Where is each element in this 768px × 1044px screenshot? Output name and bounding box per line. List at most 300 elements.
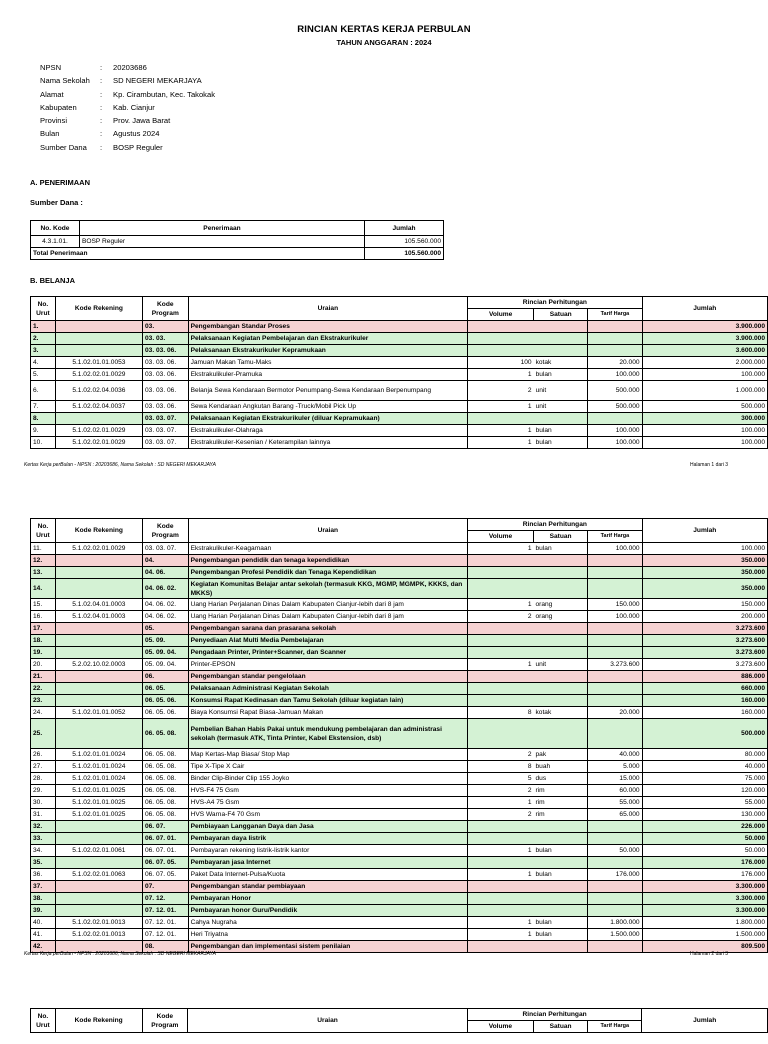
table-row	[31, 623, 768, 635]
cell-no: 10.	[31, 437, 56, 449]
cell-uraian: Pengembangan standar pembiayaan	[188, 881, 468, 893]
col-tarif: Tarif Harga	[588, 1021, 642, 1033]
report-subtitle: TAHUN ANGGARAN : 2024	[336, 38, 432, 47]
cell-prog: 04.	[142, 555, 188, 567]
cell-jml: 50.000	[642, 845, 767, 857]
cell-tarif	[588, 635, 642, 647]
cell-no: 1.	[31, 321, 56, 333]
table-row	[31, 683, 768, 695]
cell-vol	[468, 719, 534, 749]
cell-no: 24.	[31, 707, 56, 719]
table-row	[31, 413, 768, 425]
section-belanja: B. BELANJA	[30, 276, 76, 285]
cell-sat	[533, 635, 587, 647]
cell-vol: 2	[468, 749, 534, 761]
cell-jml: 176.000	[642, 857, 767, 869]
penerimaan-total-row: Total Penerimaan 105.560.000	[31, 248, 444, 260]
cell-jml: 50.000	[642, 833, 767, 845]
info-value: Prov. Jawa Barat	[113, 116, 171, 126]
cell-uraian: Pengembangan Standar Proses	[188, 321, 468, 333]
cell-uraian: HVS Warna-F4 70 Gsm	[188, 809, 468, 821]
info-colon: :	[100, 142, 103, 152]
cell-uraian: Pelaksanaan Kegiatan Pembelajaran dan Ekstrakurikuler	[188, 333, 468, 345]
cell-rek: 5.1.02.04.01.0003	[55, 599, 142, 611]
cell-tarif	[588, 671, 642, 683]
cell-rek	[55, 695, 142, 707]
cell-uraian: Pengembangan Profesi Pendidik dan Tenaga Kependidikan	[188, 567, 468, 579]
cell-vol	[468, 555, 534, 567]
info-label: Kabupaten	[40, 102, 77, 112]
cell-sat	[534, 345, 588, 357]
table-row	[31, 749, 768, 761]
cell-tarif	[588, 857, 642, 869]
cell-rek	[55, 671, 142, 683]
table-row	[31, 809, 768, 821]
col-volume: Volume	[467, 1021, 533, 1033]
cell-rek: 5.1.02.01.01.0025	[55, 785, 142, 797]
cell-rek: 5.2.02.10.02.0003	[55, 659, 142, 671]
cell-uraian: Heri Triyatna	[188, 929, 468, 941]
cell-tarif: 60.000	[588, 785, 642, 797]
cell-tarif: 15.000	[588, 773, 642, 785]
cell-sat: bulan	[533, 917, 587, 929]
table-row	[31, 797, 768, 809]
cell-jml: 160.000	[642, 707, 767, 719]
cell-sat: bulan	[533, 845, 587, 857]
cell-vol	[468, 833, 534, 845]
info-row	[40, 88, 215, 101]
cell-prog: 03.	[142, 321, 188, 333]
col-kode-program: Kode Program	[142, 519, 188, 543]
cell-prog: 06. 05. 06.	[142, 695, 188, 707]
cell-jml: 1.800.000	[642, 917, 767, 929]
table-row	[31, 357, 768, 369]
cell-vol	[468, 345, 534, 357]
cell-prog: 07. 12. 01.	[142, 917, 188, 929]
info-label: Alamat	[40, 89, 64, 99]
cell-prog: 03. 03. 07.	[142, 543, 188, 555]
col-jumlah: Jumlah	[642, 297, 767, 321]
cell-jml: 3.300.000	[642, 893, 767, 905]
footer-page: Halaman 1 dari 3	[690, 462, 729, 468]
col-uraian: Uraian	[188, 297, 468, 321]
cell-vol: 100	[468, 357, 534, 369]
cell-tarif: 100.000	[588, 437, 642, 449]
table-row	[31, 579, 768, 599]
cell-uraian: Ekstrakulikuler-Kesenian / Keterampilan lainnya	[188, 437, 468, 449]
cell-rek	[55, 683, 142, 695]
table-row	[31, 611, 768, 623]
cell-jml: 3.300.000	[642, 881, 767, 893]
cell-prog: 07.	[142, 881, 188, 893]
cell-uraian: Pelaksanaan Administrasi Kegiatan Sekolah	[188, 683, 468, 695]
cell-tarif	[588, 695, 642, 707]
cell-vol	[468, 647, 534, 659]
cell-jml: 40.000	[642, 761, 767, 773]
cell-prog: 05. 09. 04.	[142, 647, 188, 659]
cell-jml: 100.000	[642, 425, 767, 437]
cell-vol: 1	[468, 929, 534, 941]
cell-jml: 100.000	[642, 369, 767, 381]
page-3	[0, 1004, 768, 1044]
info-label: Provinsi	[40, 116, 68, 126]
cell-jml: 75.000	[642, 773, 767, 785]
cell-jml: 886.000	[642, 671, 767, 683]
cell-vol	[468, 567, 534, 579]
table-row	[31, 659, 768, 671]
cell-rek	[55, 623, 142, 635]
table-row	[31, 345, 768, 357]
table-row	[31, 401, 768, 413]
cell-no: 19.	[31, 647, 56, 659]
cell-rek: 5.1.02.02.04.0037	[55, 401, 142, 413]
belanja-table-page2	[30, 518, 768, 953]
cell-tarif: 55.000	[588, 797, 642, 809]
cell-vol: 5	[468, 773, 534, 785]
cell-no: 34.	[31, 845, 56, 857]
col-jumlah: Jumlah	[642, 1009, 768, 1033]
cell-sat	[534, 333, 588, 345]
info-row	[40, 74, 215, 87]
cell-sat	[533, 881, 587, 893]
cell-uraian: Uang Harian Perjalanan Dinas Dalam Kabupaten Cianjur-lebih dari 8 jam	[188, 611, 468, 623]
cell-vol	[468, 579, 534, 599]
cell-tarif	[588, 321, 642, 333]
cell-no: 37.	[31, 881, 56, 893]
cell-uraian: Pengembangan standar pengelolaan	[188, 671, 468, 683]
cell-prog: 06. 05. 08.	[142, 719, 188, 749]
table-row	[31, 845, 768, 857]
cell-no: 3.	[31, 345, 56, 357]
col-kode-program: Kode Program	[142, 297, 188, 321]
cell-vol	[468, 893, 534, 905]
cell-prog: 06. 05. 06.	[142, 707, 188, 719]
col-no-urut: No. Urut	[31, 297, 56, 321]
cell-no: 17.	[31, 623, 56, 635]
cell-vol: 1	[468, 869, 534, 881]
table-row	[31, 647, 768, 659]
cell-sat	[533, 857, 587, 869]
cell-vol: 2	[468, 785, 534, 797]
cell-jml: 350.000	[642, 555, 767, 567]
cell-rek: 5.1.02.02.01.0029	[55, 437, 142, 449]
cell-prog: 03. 03. 07.	[142, 425, 188, 437]
cell-tarif	[588, 555, 642, 567]
col-tarif: Tarif Harga	[588, 531, 642, 543]
table-row	[31, 381, 768, 401]
cell-prog: 06. 05.	[142, 683, 188, 695]
cell-sat: orang	[533, 599, 587, 611]
col-jumlah: Jumlah	[365, 221, 444, 236]
cell-vol	[468, 321, 534, 333]
cell-jml: 55.000	[642, 797, 767, 809]
cell-prog: 03. 03. 06.	[142, 381, 188, 401]
cell-sat: bulan	[533, 543, 587, 555]
table-row	[31, 773, 768, 785]
col-volume: Volume	[468, 531, 534, 543]
cell-uraian: Pembayaran Honor	[188, 893, 468, 905]
cell-jml: 2.000.000	[642, 357, 767, 369]
cell-sat: buah	[533, 761, 587, 773]
cell-jml: 226.000	[642, 821, 767, 833]
table-row	[31, 881, 768, 893]
cell-vol: 8	[468, 707, 534, 719]
cell-jml: 660.000	[642, 683, 767, 695]
cell-no: 29.	[31, 785, 56, 797]
cell-tarif	[588, 345, 642, 357]
cell-uraian: Printer-EPSON	[188, 659, 468, 671]
cell-rek	[55, 905, 142, 917]
cell-vol	[468, 683, 534, 695]
cell-prog: 04. 06. 02.	[142, 579, 188, 599]
cell-tarif	[588, 623, 642, 635]
cell-no: 20.	[31, 659, 56, 671]
cell-no: 40.	[31, 917, 56, 929]
cell-jml: 160.000	[642, 695, 767, 707]
col-satuan: Satuan	[533, 1021, 587, 1033]
cell-prog: 05. 09. 04.	[142, 659, 188, 671]
cell-prog: 06. 05. 08.	[142, 797, 188, 809]
cell-rek: 5.1.02.01.01.0024	[55, 761, 142, 773]
cell-prog: 04. 06.	[142, 567, 188, 579]
table-row	[31, 599, 768, 611]
cell-sat: unit	[534, 381, 588, 401]
table-row	[31, 761, 768, 773]
cell-sat	[533, 623, 587, 635]
cell-jml: 500.000	[642, 401, 767, 413]
info-colon: :	[100, 116, 103, 126]
cell-jml: 809.500	[642, 941, 767, 953]
cell-tarif: 1.800.000	[588, 917, 642, 929]
cell-jml: 1.500.000	[642, 929, 767, 941]
cell-prog: 08.	[142, 941, 188, 953]
cell-prog: 06. 05. 08.	[142, 749, 188, 761]
cell-vol	[468, 671, 534, 683]
cell-jml: 130.000	[642, 809, 767, 821]
cell-jml: 3.273.600	[642, 659, 767, 671]
info-colon: :	[100, 63, 103, 72]
cell-sat	[534, 413, 588, 425]
belanja-table-page3	[30, 1008, 768, 1033]
cell-no: 26.	[31, 749, 56, 761]
col-rincian: Rincian Perhitungan	[467, 1009, 642, 1021]
cell-rek	[55, 579, 142, 599]
cell-no: 18.	[31, 635, 56, 647]
cell-vol	[468, 941, 534, 953]
cell-vol	[468, 881, 534, 893]
cell-rek	[55, 345, 142, 357]
table-row	[31, 893, 768, 905]
cell-uraian: Penyediaan Alat Multi Media Pembelajaran	[188, 635, 468, 647]
cell-no: 5.	[31, 369, 56, 381]
cell-vol: 2	[468, 381, 534, 401]
cell-prog: 06.	[142, 671, 188, 683]
info-colon: :	[100, 89, 103, 99]
cell-no: 30.	[31, 797, 56, 809]
info-label: Bulan	[40, 129, 60, 139]
cell-uraian: HVS-F4 75 Gsm	[188, 785, 468, 797]
cell-vol	[468, 695, 534, 707]
cell-sat: pak	[533, 749, 587, 761]
cell-uraian: Pembayaran daya listrik	[188, 833, 468, 845]
table-row	[31, 671, 768, 683]
cell-tarif: 100.000	[588, 369, 642, 381]
cell-tarif: 20.000	[588, 357, 642, 369]
cell-jml: 3.900.000	[642, 333, 767, 345]
cell-uraian: Pengembangan sarana dan prasarana sekolah	[188, 623, 468, 635]
info-value: SD NEGERI MEKARJAYA	[113, 76, 202, 86]
table-row	[31, 695, 768, 707]
cell-sat	[533, 683, 587, 695]
col-no-urut: No. Urut	[31, 519, 56, 543]
cell-no: 35.	[31, 857, 56, 869]
cell-rek: 5.1.02.02.01.0013	[55, 917, 142, 929]
cell-uraian: Paket Data Internet-Pulsa/Kuota	[188, 869, 468, 881]
table-row	[31, 333, 768, 345]
cell-uraian: Kegiatan Komunitas Belajar antar sekolah (termasuk KKG, MGMP, MGMPK, KKKS, dan MKKS)	[188, 579, 468, 599]
penerimaan-row: 4.3.1.01. BOSP Reguler 105.560.000	[31, 236, 444, 248]
cell-vol: 2	[468, 809, 534, 821]
cell-uraian: Cahya Nugraha	[188, 917, 468, 929]
cell-rek: 5.1.02.02.01.0063	[55, 869, 142, 881]
cell-uraian: Pelaksanaan Ekstrakurikuler Kepramukaan	[188, 345, 468, 357]
cell-vol: 8	[468, 761, 534, 773]
cell-prog: 07. 12.	[142, 893, 188, 905]
cell-rek	[55, 881, 142, 893]
col-rincian: Rincian Perhitungan	[468, 297, 642, 309]
table-row	[31, 543, 768, 555]
cell-jml: 350.000	[642, 567, 767, 579]
cell-uraian: Pembiayaan Langganan Daya dan Jasa	[188, 821, 468, 833]
cell-sat: bulan	[533, 869, 587, 881]
col-satuan: Satuan	[534, 309, 588, 321]
cell-sat	[533, 671, 587, 683]
cell-vol: 1	[468, 425, 534, 437]
cell-no: 31.	[31, 809, 56, 821]
cell-no: 4.	[31, 357, 56, 369]
col-kode-rekening: Kode Rekening	[55, 519, 142, 543]
cell-rek	[55, 719, 142, 749]
cell-uraian: Pembelian Bahan Habis Pakai untuk mendukung pembelajaran dan administrasi sekolah (termasuk ATK, Tinta Printer, Kabel Ekstension, dsb)	[188, 719, 468, 749]
cell-sat	[533, 893, 587, 905]
cell-tarif: 5.000	[588, 761, 642, 773]
cell-sat	[533, 719, 587, 749]
cell-no: 27.	[31, 761, 56, 773]
info-value: BOSP Reguler	[113, 142, 163, 152]
table-row	[31, 917, 768, 929]
cell-prog: 06. 07. 01.	[142, 833, 188, 845]
cell-jml: 150.000	[642, 599, 767, 611]
cell-uraian: Konsumsi Rapat Kedinasan dan Tamu Sekolah (diluar kegiatan lain)	[188, 695, 468, 707]
cell-rek	[55, 555, 142, 567]
cell-jml: 1.000.000	[642, 381, 767, 401]
cell-rek	[55, 333, 142, 345]
cell-uraian: Belanja Sewa Kendaraan Bermotor Penumpang-Sewa Kendaraan Berpenumpang	[188, 381, 468, 401]
cell-prog: 06. 05. 08.	[142, 785, 188, 797]
cell-vol	[468, 905, 534, 917]
col-uraian: Uraian	[188, 519, 468, 543]
cell-tarif: 500.000	[588, 401, 642, 413]
col-tarif: Tarif Harga	[588, 309, 642, 321]
col-volume: Volume	[468, 309, 534, 321]
cell-tarif	[588, 833, 642, 845]
table-row	[31, 707, 768, 719]
section-penerimaan: A. PENERIMAAN	[30, 178, 91, 187]
cell-uraian: Pembayaran rekening listrik-listrik kantor	[188, 845, 468, 857]
cell-uraian: Pengembangan pendidik dan tenaga kependidikan	[188, 555, 468, 567]
cell-sat: bulan	[533, 929, 587, 941]
cell-jml: 3.273.600	[642, 623, 767, 635]
cell-vol: 1	[468, 797, 534, 809]
cell-no: 15.	[31, 599, 56, 611]
cell-tarif: 100.000	[588, 543, 642, 555]
cell-rek	[55, 567, 142, 579]
cell-vol	[468, 857, 534, 869]
cell-vol: 1	[468, 401, 534, 413]
cell-jml: 100.000	[642, 437, 767, 449]
cell-sat: unit	[533, 659, 587, 671]
cell-prog: 06. 07.	[142, 821, 188, 833]
cell-prog: 04. 06. 02.	[142, 611, 188, 623]
cell-no: 41.	[31, 929, 56, 941]
cell-sat	[533, 647, 587, 659]
info-colon: :	[100, 76, 103, 86]
cell-rek	[55, 647, 142, 659]
cell-prog: 06. 05. 08.	[142, 761, 188, 773]
col-uraian: Uraian	[188, 1009, 468, 1033]
cell-sat	[533, 833, 587, 845]
cell-jml: 500.000	[642, 719, 767, 749]
page-1	[0, 0, 768, 478]
cell-sat: rim	[533, 809, 587, 821]
cell-vol: 2	[468, 611, 534, 623]
cell-no: 22.	[31, 683, 56, 695]
cell-uraian: Pembayaran honor Guru/Pendidik	[188, 905, 468, 917]
table-row	[31, 555, 768, 567]
info-row	[40, 114, 215, 127]
cell-uraian: Sewa Kendaraan Angkutan Barang -Truck/Mobil Pick Up	[188, 401, 468, 413]
cell-jml: 120.000	[642, 785, 767, 797]
cell-sat	[534, 321, 588, 333]
col-rincian: Rincian Perhitungan	[468, 519, 643, 531]
info-row	[40, 101, 215, 114]
cell-prog: 03. 03. 07.	[142, 413, 188, 425]
cell-rek: 5.1.02.01.01.0052	[55, 707, 142, 719]
cell-no: 11.	[31, 543, 56, 555]
cell-rek: 5.1.02.02.01.0029	[55, 369, 142, 381]
info-label: Sumber Dana	[40, 142, 87, 152]
info-value: Kp. Cirambutan, Kec. Takokak	[113, 89, 216, 99]
penerimaan-table	[30, 220, 444, 260]
cell-rek	[55, 413, 142, 425]
table-row	[31, 425, 768, 437]
school-info	[40, 61, 215, 154]
cell-jml: 350.000	[642, 579, 767, 599]
cell-rek	[55, 635, 142, 647]
cell-vol: 1	[468, 543, 534, 555]
cell-prog: 05. 09.	[142, 635, 188, 647]
cell-tarif	[588, 579, 642, 599]
cell-jml: 80.000	[642, 749, 767, 761]
col-kode-rekening: Kode Rekening	[55, 297, 142, 321]
cell-prog: 06. 07. 05.	[142, 857, 188, 869]
cell-jml: 3.273.600	[642, 635, 767, 647]
cell-sat: bulan	[534, 437, 588, 449]
cell-no: 2.	[31, 333, 56, 345]
table-row	[31, 833, 768, 845]
col-jumlah: Jumlah	[642, 519, 767, 543]
cell-tarif	[588, 333, 642, 345]
